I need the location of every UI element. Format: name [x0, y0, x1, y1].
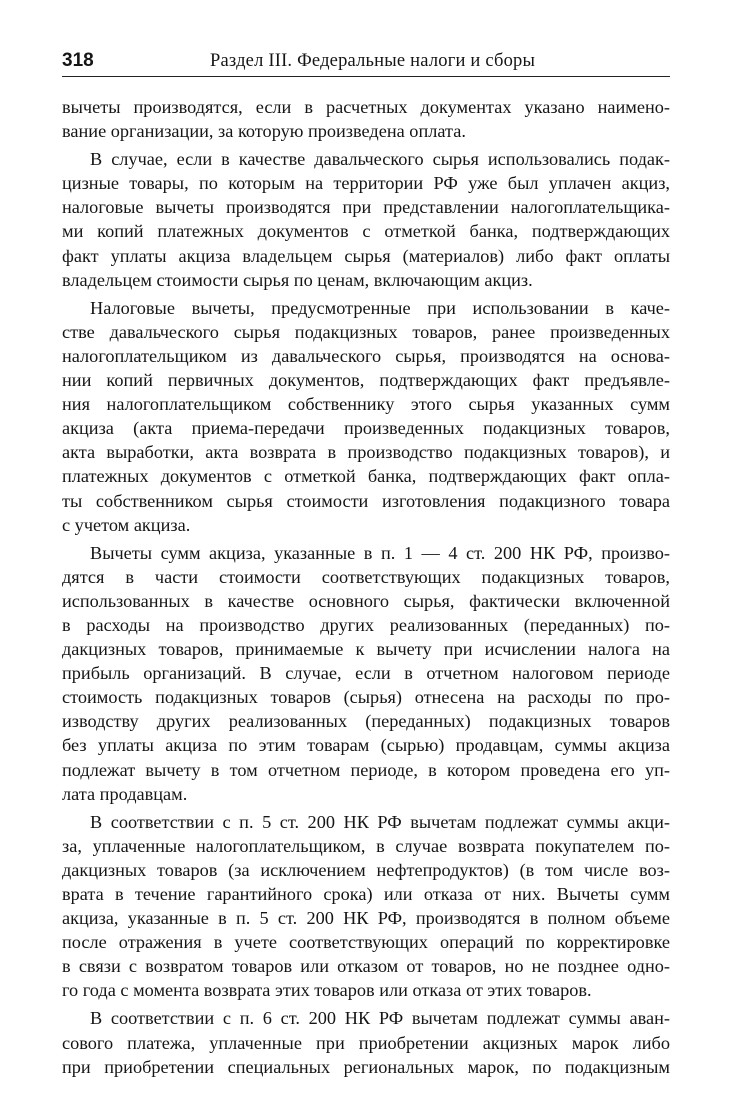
text-line: факт уплаты акциза владельцем сырья (материалов) либо факт оплаты [62, 245, 670, 266]
text-line: ты собственником сырья стоимости изготовления подакцизного товара [62, 490, 670, 511]
paragraph [62, 1006, 670, 1078]
text-line: Налоговые вычеты, предусмотренные при использовании в каче- [90, 297, 670, 318]
text-line: ми копий платежных документов с отметкой банка, подтверждающих [62, 221, 670, 242]
paragraph [62, 296, 670, 537]
page-body [62, 95, 670, 1083]
text-line: дакцизных товаров (за исключением нефтепродуктов) (в том числе воз- [62, 859, 670, 880]
text-line: после отражения в учете соответствующих операций по корректировке [62, 932, 670, 953]
text-line: акта выработки, акта возврата в производство подакцизных товаров), и [62, 442, 670, 463]
text-line: В случае, если в качестве давальческого сырья использовались подак- [90, 149, 670, 170]
text-line: в расходы на производство других реализованных (переданных) по- [62, 614, 670, 635]
text-line: Вычеты сумм акциза, указанные в п. 1 — 4 ст. 200 НК РФ, произво- [90, 542, 670, 563]
text-line: использованных в качестве основного сырья, фактически включенной [62, 590, 670, 611]
text-line: акциза, указанные в п. 5 ст. 200 НК РФ, производятся в полном объеме [62, 908, 670, 929]
page-header [62, 50, 670, 77]
text-line: стоимость подакцизных товаров (сырья) отнесена на расходы по про- [62, 687, 670, 708]
text-line: вание организации, за которую произведена оплата. [62, 121, 466, 142]
text-line: за, уплаченные налогоплательщиком, в случае возврата покупателем по- [62, 835, 670, 856]
text-line: с учетом акциза. [62, 514, 191, 535]
text-line: нии копий первичных документов, подтверждающих факт предъявле- [62, 370, 670, 391]
paragraph [62, 147, 670, 292]
text-line: налоговые вычеты производятся при представлении налогоплательщика- [62, 197, 670, 218]
text-line: акциза (акта приема-передачи произведенных подакцизных товаров, [62, 418, 670, 439]
text-line: стве давальческого сырья подакцизных товаров, ранее произведенных [62, 321, 670, 342]
page-number: 318 [62, 50, 94, 71]
text-line: вычеты производятся, если в расчетных документах указано наимено- [62, 97, 670, 117]
text-line: налогоплательщиком из давальческого сырья, производятся на основа- [62, 345, 670, 366]
text-line: дакцизных товаров, принимаемые к вычету при исчислении налога на [62, 639, 670, 660]
text-line: в связи с возвратом товаров или отказом от товаров, но не позднее одно- [62, 956, 670, 977]
text-line: цизные товары, по которым на территории РФ уже был уплачен акциз, [62, 173, 670, 194]
text-line: В соответствии с п. 5 ст. 200 НК РФ вычетам подлежат суммы акци- [90, 811, 670, 832]
text-line: В соответствии с п. 6 ст. 200 НК РФ вычетам подлежат суммы аван- [90, 1008, 670, 1029]
paragraph [62, 541, 670, 806]
text-line: лата продавцам. [62, 783, 188, 804]
text-line: при приобретении специальных региональных марок, по подакцизным [62, 1056, 670, 1077]
text-line: платежных документов с отметкой банка, подтверждающих факт опла- [62, 466, 670, 487]
text-line: изводству других реализованных (переданных) подакцизных товаров [62, 711, 670, 732]
text-line: прибыль организаций. В случае, если в отчетном налоговом периоде [62, 663, 670, 684]
text-line: сового платежа, уплаченные при приобретении акцизных марок либо [62, 1032, 670, 1053]
paragraph [62, 95, 670, 143]
text-line: врата в течение гарантийного срока) или отказа от них. Вычеты сумм [62, 884, 670, 904]
text-line: го года с момента возврата этих товаров или отказа от этих товаров. [62, 980, 592, 1001]
text-line: подлежат вычету в том отчетном периоде, в котором проведена его уп- [62, 759, 670, 780]
text-line: без уплаты акциза по этим товарам (сырью) продавцам, суммы акциза [62, 735, 670, 756]
paragraph [62, 810, 670, 1003]
running-title: Раздел III. Федеральные налоги и сборы [210, 51, 536, 71]
text-line: владельцем стоимости сырья по ценам, включающим акциз. [62, 269, 533, 290]
text-line: ния налогоплательщиком собственнику этого сырья указанных сумм [62, 394, 670, 415]
text-line: дятся в части стоимости соответствующих подакцизных товаров, [62, 566, 670, 587]
